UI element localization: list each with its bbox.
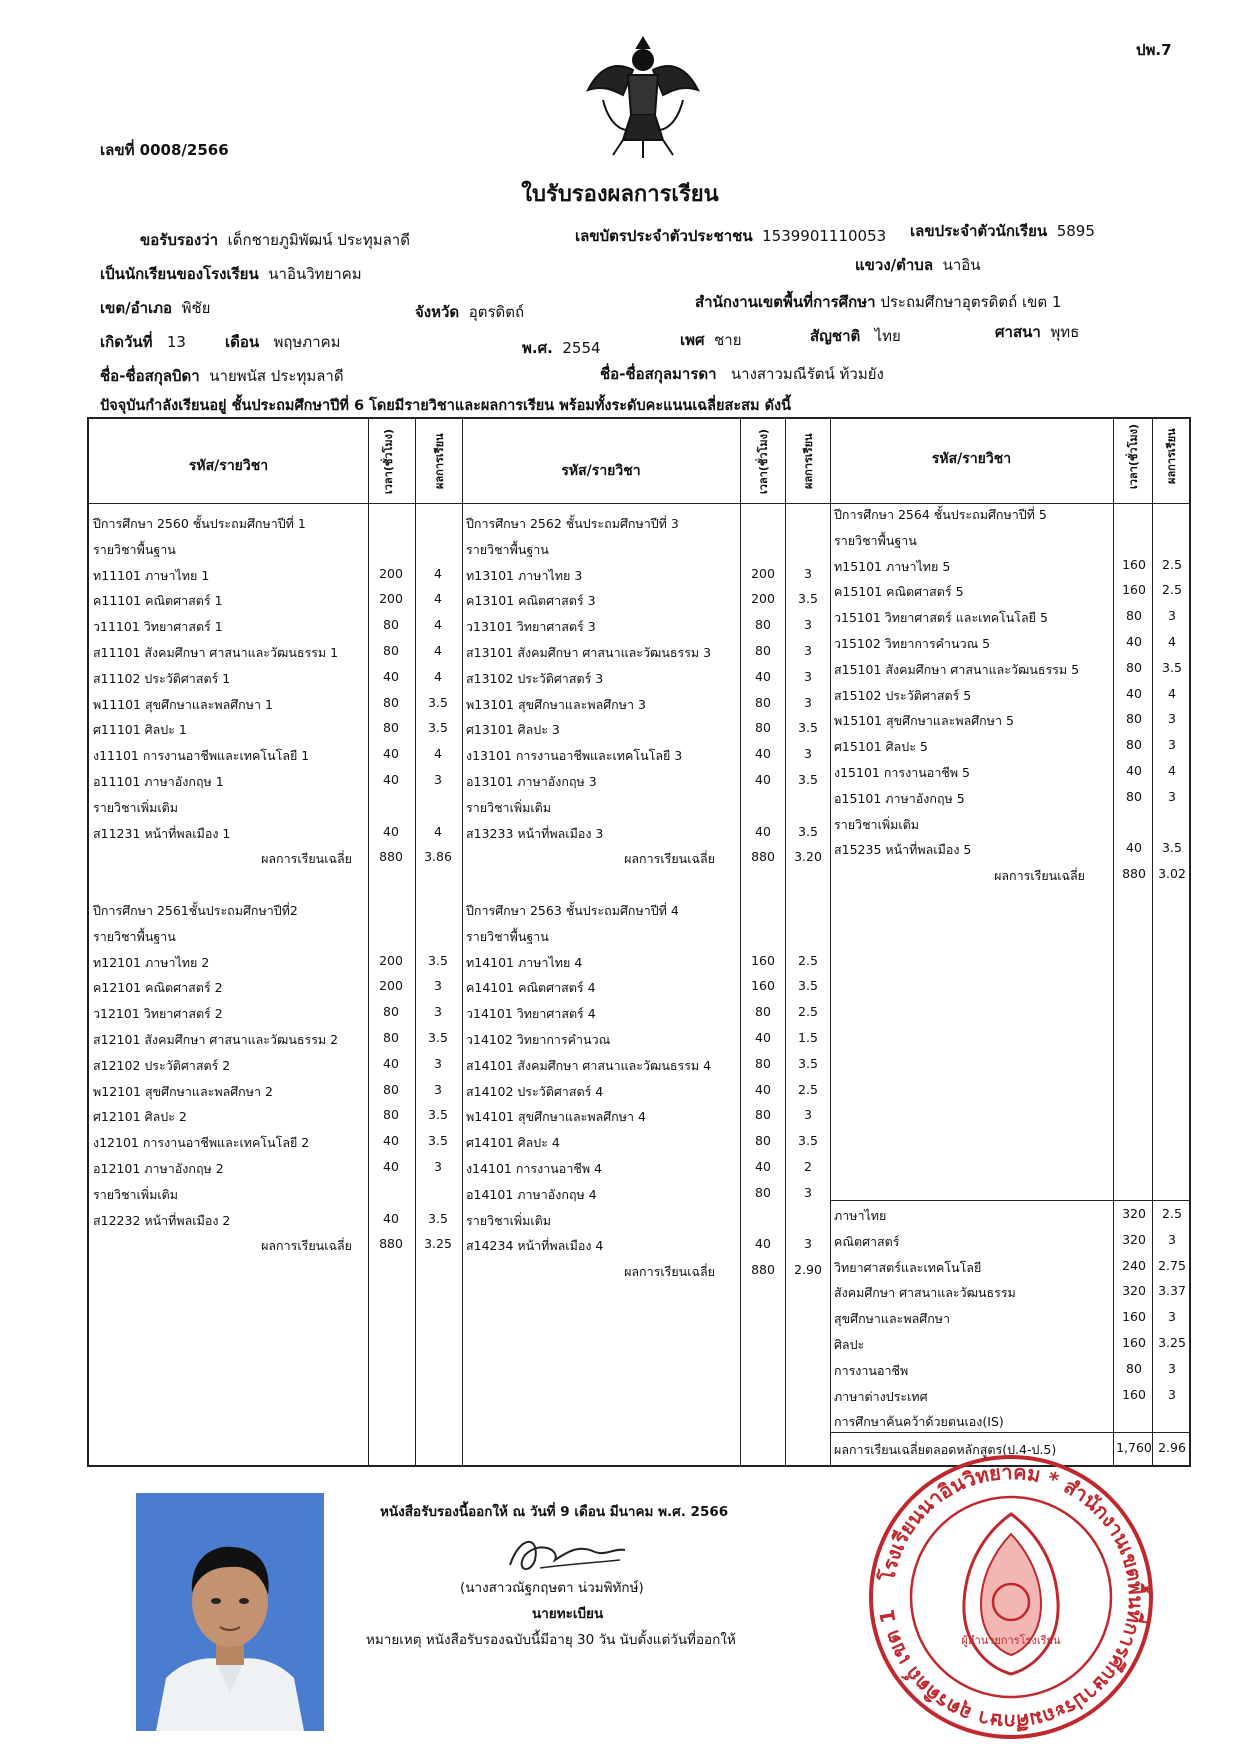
- col1-row-grade: 3: [434, 1055, 442, 1071]
- signature-icon: [500, 1530, 630, 1580]
- col1-row-grade: 3.5: [428, 1210, 448, 1226]
- col2-row-grade: 3.5: [798, 1133, 818, 1149]
- summary-row-grade: 3: [1168, 1309, 1176, 1325]
- student-no-label: เลขประจำตัวนักเรียน: [910, 222, 1048, 240]
- col2-row-subject: พ13101 สุขศึกษาและพลศึกษา 3: [466, 696, 646, 712]
- summary-row-grade: 3.25: [1158, 1335, 1186, 1350]
- summary-row-grade: 3: [1168, 1231, 1176, 1247]
- school-label: เป็นนักเรียนของโรงเรียน: [100, 265, 259, 283]
- col1-row-subject: ท11101 ภาษาไทย 1: [93, 567, 210, 583]
- col2-row-grade: 2.90: [794, 1262, 822, 1278]
- col2-row-subject: อ13101 ภาษาอังกฤษ 3: [466, 774, 597, 789]
- col1-row-grade: 3: [434, 1159, 442, 1174]
- summary-row-hours: 160: [1122, 1309, 1146, 1325]
- col3-row-grade: 4: [1168, 763, 1176, 778]
- col3-row-grade: 3: [1168, 608, 1176, 624]
- col1-hours-header: เวลา(ชั่วโมง): [382, 428, 395, 494]
- svg-text:โรงเรียนนาอินวิทยาคม * สำนักงา: โรงเรียนนาอินวิทยาคม * สำนักงานเขตพื้นที่การศึกษาประถมศึกษา อุตรดิตถ์ เขต 1: [874, 1459, 1149, 1735]
- col2-row-grade: 3.5: [798, 978, 818, 994]
- grades-table: [87, 417, 1191, 1467]
- col1-row-hours: 80: [383, 1030, 399, 1045]
- col2-row-subject: ศ13101 ศิลปะ 3: [466, 722, 560, 738]
- col1-row-hours: 200: [379, 565, 403, 581]
- col1-row-hours: 40: [383, 668, 399, 684]
- header-divider: [87, 503, 1191, 504]
- page-title: ใบรับรองผลการเรียน: [521, 182, 719, 207]
- summary-row-grade: 3: [1168, 1386, 1176, 1402]
- summary-row-subject: ภาษาต่างประเทศ: [834, 1388, 928, 1404]
- summary-row-hours: 80: [1126, 1360, 1142, 1376]
- col2-row-hours: 80: [755, 720, 771, 736]
- col2-row-grade: 3: [804, 694, 812, 710]
- district-label: เขต/อำเภอ: [100, 299, 173, 317]
- col2-row-subject: ง13101 การงานอาชีพและเทคโนโลยี 3: [466, 748, 683, 764]
- col1-row-hours: 880: [379, 1236, 403, 1252]
- col2-row-subject: ส14234 หน้าที่พลเมือง 4: [466, 1238, 604, 1254]
- col1-row-grade: 4: [434, 617, 442, 633]
- col3-row-hours: 80: [1126, 788, 1142, 804]
- col2-row-hours: 80: [755, 617, 771, 633]
- col1-row-grade: 4: [434, 823, 442, 839]
- current-status: ปัจจุบันกำลังเรียนอยู่ ชั้นประถมศึกษาปีที่ 6 โดยมีรายวิชาและผลการเรียน พร้อมทั้งระดับคะแนนเฉลี่ยสะสม ดังนี้: [100, 398, 792, 414]
- district: พิชัย: [181, 299, 211, 317]
- col3-row-grade: 2.5: [1162, 582, 1182, 598]
- col3-hours-header: เวลา(ชั่วโมง): [1127, 423, 1140, 489]
- col2-row-subject: ส13101 สังคมศึกษา ศาสนาและวัฒนธรรม 3: [466, 645, 712, 660]
- col1-row-grade: 3.5: [428, 952, 448, 968]
- col2-row-subject: รายวิชาเพิ่มเติม: [466, 799, 551, 815]
- col2-row-subject: รายวิชาเพิ่มเติม: [466, 1212, 551, 1228]
- col1-row-hours: 40: [383, 1159, 399, 1174]
- col3-row-grade: 3: [1168, 737, 1176, 753]
- col2-row-subject: ค13101 คณิตศาสตร์ 3: [466, 593, 596, 609]
- birth-day-label: เกิดวันที่: [100, 333, 153, 351]
- col2-row-subject: ว14102 วิทยาการคำนวณ: [466, 1032, 611, 1047]
- birth-month-label: เดือน: [225, 333, 260, 351]
- col1-row-grade: 3.5: [428, 1133, 448, 1149]
- col1-row-subject: รายวิชาเพิ่มเติม: [93, 799, 178, 815]
- col2-row-hours: 160: [751, 978, 775, 994]
- certify-label: ขอรับรองว่า: [140, 231, 219, 249]
- col2-row-hours: 200: [751, 591, 775, 607]
- col3-row-grade: 3.5: [1162, 659, 1182, 675]
- summary-row-subject: การศึกษาค้นคว้าด้วยตนเอง(IS): [834, 1414, 1004, 1430]
- col2-row-hours: 80: [755, 1107, 771, 1123]
- col3-row-grade: 3.5: [1162, 840, 1182, 856]
- col3-subject-header: รหัส/รายวิชา: [931, 451, 1012, 467]
- document-number: เลขที่ 0008/2566: [100, 141, 229, 159]
- col1-grade-header: ผลการเรียน: [433, 433, 446, 489]
- birth-month: พฤษภาคม: [273, 333, 341, 351]
- col3-row-grade: 2.5: [1162, 556, 1182, 572]
- col3-row-grade: 4: [1168, 634, 1176, 649]
- school-seal-icon: [866, 1452, 1156, 1742]
- summary-row-hours: 240: [1122, 1257, 1146, 1273]
- col1-row-hours: 80: [383, 720, 399, 736]
- col1-row-subject: ส12232 หน้าที่พลเมือง 2: [93, 1212, 231, 1228]
- col3-row-hours: 160: [1122, 582, 1146, 598]
- summary-row-grade: 2.5: [1162, 1206, 1182, 1221]
- signer-name: (นางสาวณัฐกฤษตา น่วมพิทักษ์): [460, 1580, 644, 1596]
- col1-row-subject: ศ11101 ศิลปะ 1: [93, 722, 187, 738]
- col3-row-hours: 80: [1126, 608, 1142, 624]
- col1-row-hours: 80: [383, 1107, 399, 1123]
- garuda-emblem-icon: [583, 30, 703, 160]
- col1-row-grade: 3: [434, 1004, 442, 1020]
- col2-row-hours: 40: [755, 668, 771, 684]
- summary-row-hours: 320: [1122, 1283, 1146, 1299]
- col1-row-subject: ศ12101 ศิลปะ 2: [93, 1109, 187, 1125]
- col1-row-hours: 40: [383, 1133, 399, 1149]
- col2-row-grade: 3.5: [798, 591, 818, 607]
- subdistrict-label: แขวง/ตำบล: [855, 256, 934, 274]
- col1-row-subject: ส11101 สังคมศึกษา ศาสนาและวัฒนธรรม 1: [93, 645, 339, 660]
- summary-row-subject: การงานอาชีพ: [834, 1362, 909, 1378]
- col2-hours-header: เวลา(ชั่วโมง): [757, 428, 770, 494]
- col1-row-subject: ค12101 คณิตศาสตร์ 2: [93, 980, 223, 996]
- col3-row-grade: 3: [1168, 788, 1176, 804]
- col3-row-subject: ปีการศึกษา 2564 ชั้นประถมศึกษาปีที่ 5: [834, 507, 1047, 522]
- cumulative-hours: 1,760: [1116, 1440, 1152, 1455]
- col1-row-subject: ปีการศึกษา 2560 ชั้นประถมศึกษาปีที่ 1: [93, 516, 306, 531]
- col2-row-subject: ว13101 วิทยาศาสตร์ 3: [466, 619, 596, 635]
- col1-row-subject: ท12101 ภาษาไทย 2: [93, 954, 210, 970]
- table-divider: [462, 417, 463, 1467]
- col3-row-grade: 4: [1168, 685, 1176, 701]
- col2-row-grade: 2.5: [798, 1004, 818, 1020]
- office-label: สำนักงานเขตพื้นที่การศึกษา: [695, 293, 876, 311]
- col2-row-subject: ปีการศึกษา 2563 ชั้นประถมศึกษาปีที่ 4: [466, 903, 679, 918]
- col2-grade-header: ผลการเรียน: [802, 433, 815, 489]
- validity-note: หมายเหตุ หนังสือรับรองฉบับนี้มีอายุ 30 วัน นับตั้งแต่วันที่ออกให้: [366, 1632, 736, 1648]
- col2-row-grade: 3: [804, 746, 812, 762]
- birth-day: 13: [166, 333, 186, 351]
- col1-row-hours: 40: [383, 823, 399, 839]
- col1-average-label: ผลการเรียนเฉลี่ย: [261, 1238, 352, 1254]
- col3-row-subject: ว15101 วิทยาศาสตร์ และเทคโนโลยี 5: [834, 610, 1048, 626]
- col1-average-label: ผลการเรียนเฉลี่ย: [261, 851, 352, 867]
- nationality: ไทย: [874, 327, 901, 345]
- col3-row-subject: ส15102 ประวัติศาสตร์ 5: [834, 687, 972, 703]
- col2-row-subject: พ14101 สุขศึกษาและพลศึกษา 4: [466, 1109, 646, 1125]
- col2-row-grade: 2: [804, 1159, 812, 1174]
- col2-row-grade: 1.5: [798, 1030, 818, 1045]
- col2-row-subject: อ14101 ภาษาอังกฤษ 4: [466, 1186, 597, 1202]
- col1-subject-header: รหัส/รายวิชา: [188, 458, 269, 474]
- religion-label: ศาสนา: [995, 323, 1041, 341]
- summary-row-grade: 3.37: [1158, 1283, 1186, 1299]
- col3-row-hours: 80: [1126, 737, 1142, 753]
- col2-row-subject: ส13102 ประวัติศาสตร์ 3: [466, 670, 604, 686]
- school-name: นาอินวิทยาคม: [268, 265, 362, 283]
- col1-row-grade: 3.86: [424, 849, 452, 865]
- col2-row-subject: ท13101 ภาษาไทย 3: [466, 567, 583, 583]
- summary-row-grade: 3: [1168, 1360, 1176, 1376]
- student-photo: [136, 1493, 324, 1731]
- col3-row-subject: ง15101 การงานอาชีพ 5: [834, 765, 970, 780]
- col3-row-hours: 80: [1126, 711, 1142, 727]
- col2-row-subject: รายวิชาพื้นฐาน: [466, 928, 549, 944]
- col2-subject-header: รหัส/รายวิชา: [561, 463, 641, 479]
- summary-row-hours: 160: [1122, 1386, 1146, 1402]
- summary-row-hours: 320: [1122, 1206, 1146, 1221]
- col2-row-grade: 2.5: [798, 1081, 818, 1097]
- col2-row-hours: 80: [755, 1184, 771, 1200]
- col3-row-hours: 880: [1122, 866, 1146, 882]
- sex-label: เพศ: [680, 331, 705, 349]
- col3-row-subject: ท15101 ภาษาไทย 5: [834, 558, 951, 574]
- province-label: จังหวัด: [415, 303, 460, 321]
- col1-row-subject: ปีการศึกษา 2561ชั้นประถมศึกษาปีที่2: [93, 903, 298, 918]
- col2-row-subject: ท14101 ภาษาไทย 4: [466, 954, 583, 970]
- col2-row-subject: ศ14101 ศิลปะ 4: [466, 1135, 560, 1151]
- col1-row-grade: 4: [434, 746, 442, 762]
- col1-row-subject: ส12102 ประวัติศาสตร์ 2: [93, 1057, 231, 1073]
- col3-row-hours: 40: [1126, 634, 1142, 649]
- col3-row-grade: 3.02: [1158, 866, 1186, 882]
- col2-row-subject: ปีการศึกษา 2562 ชั้นประถมศึกษาปีที่ 3: [466, 516, 679, 531]
- col1-row-hours: 200: [379, 591, 403, 607]
- col1-row-subject: รายวิชาเพิ่มเติม: [93, 1186, 178, 1202]
- summary-row-hours: 320: [1122, 1231, 1146, 1247]
- col1-row-hours: 40: [383, 1055, 399, 1071]
- col2-average-label: ผลการเรียนเฉลี่ย: [624, 1264, 715, 1280]
- col3-average-label: ผลการเรียนเฉลี่ย: [994, 868, 1085, 884]
- col1-row-grade: 4: [434, 565, 442, 581]
- col1-row-hours: 200: [379, 978, 403, 994]
- col1-row-grade: 3.5: [428, 720, 448, 736]
- col1-row-subject: ค11101 คณิตศาสตร์ 1: [93, 593, 223, 609]
- col1-row-subject: ว11101 วิทยาศาสตร์ 1: [93, 619, 223, 635]
- col3-row-subject: อ15101 ภาษาอังกฤษ 5: [834, 790, 965, 806]
- col2-row-subject: ง14101 การงานอาชีพ 4: [466, 1161, 602, 1176]
- col2-row-subject: ส14101 สังคมศึกษา ศาสนาและวัฒนธรรม 4: [466, 1057, 712, 1073]
- nationality-label: สัญชาติ: [810, 327, 861, 345]
- col3-row-hours: 40: [1126, 763, 1142, 778]
- col3-row-hours: 40: [1126, 685, 1142, 701]
- col1-row-hours: 200: [379, 952, 403, 968]
- col2-row-hours: 80: [755, 694, 771, 710]
- religion: พุทธ: [1050, 323, 1080, 341]
- col3-row-hours: 40: [1126, 840, 1142, 856]
- col2-row-subject: รายวิชาพื้นฐาน: [466, 541, 549, 557]
- col1-row-grade: 3.5: [428, 694, 448, 710]
- id-label: เลขบัตรประจำตัวประชาชน: [575, 227, 753, 245]
- summary-row-subject: สังคมศึกษา ศาสนาและวัฒนธรรม: [834, 1285, 1016, 1301]
- col1-row-grade: 3: [434, 1081, 442, 1097]
- col2-row-hours: 200: [751, 565, 775, 581]
- col1-row-hours: 80: [383, 1004, 399, 1020]
- col2-row-subject: ส14102 ประวัติศาสตร์ 4: [466, 1083, 604, 1099]
- col3-row-subject: รายวิชาเพิ่มเติม: [834, 816, 919, 832]
- col2-row-hours: 80: [755, 1055, 771, 1071]
- col1-row-hours: 40: [383, 746, 399, 762]
- summary-row-grade: 2.75: [1158, 1257, 1186, 1273]
- col1-row-grade: 3: [434, 978, 442, 994]
- col3-row-subject: ศ15101 ศิลปะ 5: [834, 739, 928, 755]
- col2-row-grade: 3: [804, 617, 812, 633]
- col2-row-grade: 3.5: [798, 720, 818, 736]
- col3-row-subject: รายวิชาพื้นฐาน: [834, 532, 917, 548]
- col2-row-grade: 3.5: [798, 823, 818, 839]
- mother-label: ชื่อ-ชื่อสกุลมารดา: [600, 365, 717, 383]
- col2-row-hours: 40: [755, 1159, 771, 1174]
- col3-grade-header: ผลการเรียน: [1165, 428, 1178, 484]
- col2-row-grade: 3: [804, 1107, 812, 1123]
- col1-row-subject: ส12101 สังคมศึกษา ศาสนาและวัฒนธรรม 2: [93, 1032, 339, 1047]
- col2-row-hours: 80: [755, 1004, 771, 1020]
- summary-row-hours: 160: [1122, 1335, 1146, 1350]
- col1-row-grade: 4: [434, 668, 442, 684]
- col2-row-grade: 3: [804, 1236, 812, 1252]
- col2-row-hours: 40: [755, 1030, 771, 1045]
- col1-row-grade: 3.5: [428, 1107, 448, 1123]
- col2-row-hours: 40: [755, 746, 771, 762]
- father-label: ชื่อ-ชื่อสกุลบิดา: [100, 367, 200, 385]
- col2-row-subject: ว14101 วิทยาศาสตร์ 4: [466, 1006, 596, 1022]
- col3-row-hours: 160: [1122, 556, 1146, 572]
- summary-row-subject: สุขศึกษาและพลศึกษา: [834, 1311, 951, 1327]
- father-name: นายพนัส ประทุมลาดี: [209, 367, 344, 385]
- col3-row-subject: ค15101 คณิตศาสตร์ 5: [834, 584, 964, 600]
- col2-row-hours: 160: [751, 952, 775, 968]
- id-number: 1539901110053: [762, 227, 887, 245]
- signer-title: นายทะเบียน: [532, 1606, 604, 1622]
- col1-row-subject: รายวิชาพื้นฐาน: [93, 541, 176, 557]
- student-name: เด็กชายภูมิพัฒน์ ประทุมลาดี: [227, 231, 410, 249]
- col1-row-hours: 40: [383, 1210, 399, 1226]
- col1-row-subject: ง12101 การงานอาชีพและเทคโนโลยี 2: [93, 1135, 310, 1151]
- summary-divider: [830, 1200, 1191, 1201]
- col1-row-grade: 4: [434, 643, 442, 658]
- issued-date: หนังสือรับรองนี้ออกให้ ณ วันที่ 9 เดือน มีนาคม พ.ศ. 2566: [380, 1504, 729, 1520]
- col2-row-grade: 3: [804, 668, 812, 684]
- col3-row-grade: 3: [1168, 711, 1176, 727]
- col1-row-grade: 3: [434, 772, 442, 787]
- table-divider: [830, 417, 831, 1467]
- col2-row-hours: 40: [755, 823, 771, 839]
- col2-row-hours: 40: [755, 1236, 771, 1252]
- col1-row-subject: พ11101 สุขศึกษาและพลศึกษา 1: [93, 696, 273, 712]
- col1-row-hours: 80: [383, 1081, 399, 1097]
- col1-row-subject: ส11102 ประวัติศาสตร์ 1: [93, 670, 231, 686]
- col3-row-subject: ส15101 สังคมศึกษา ศาสนาและวัฒนธรรม 5: [834, 661, 1080, 677]
- svg-text:ผู้อำนวยการโรงเรียน: ผู้อำนวยการโรงเรียน: [961, 1634, 1061, 1647]
- form-code: ปพ.7: [1136, 41, 1172, 59]
- col3-row-subject: ส15235 หน้าที่พลเมือง 5: [834, 842, 972, 858]
- col2-row-hours: 40: [755, 772, 771, 787]
- office: ประถมศึกษาอุตรดิตถ์ เขต 1: [880, 293, 1062, 311]
- col1-row-subject: รายวิชาพื้นฐาน: [93, 928, 176, 944]
- col2-row-grade: 3.20: [794, 849, 822, 865]
- col1-row-grade: 3.5: [428, 1030, 448, 1045]
- col2-row-subject: ส13233 หน้าที่พลเมือง 3: [466, 825, 604, 841]
- col2-row-hours: 80: [755, 1133, 771, 1149]
- cumulative-label: ผลการเรียนเฉลี่ยตลอดหลักสูตร(ป.4-ป.5): [834, 1442, 1057, 1457]
- col1-row-hours: 80: [383, 617, 399, 633]
- birth-year-label: พ.ศ.: [522, 339, 553, 357]
- col1-row-hours: 40: [383, 772, 399, 787]
- col3-row-subject: ว15102 วิทยาการคำนวณ 5: [834, 636, 991, 651]
- col1-row-subject: อ11101 ภาษาอังกฤษ 1: [93, 774, 224, 789]
- summary-row-subject: ศิลปะ: [834, 1337, 865, 1352]
- col1-row-subject: ว12101 วิทยาศาสตร์ 2: [93, 1006, 223, 1022]
- col2-row-grade: 3: [804, 565, 812, 581]
- col3-row-hours: 80: [1126, 659, 1142, 675]
- col2-row-grade: 2.5: [798, 952, 818, 968]
- col2-row-grade: 3: [804, 1184, 812, 1200]
- summary-row-subject: ภาษาไทย: [834, 1208, 887, 1223]
- cumulative-grade: 2.96: [1158, 1440, 1186, 1455]
- student-no: 5895: [1056, 222, 1095, 240]
- col2-average-label: ผลการเรียนเฉลี่ย: [624, 851, 715, 867]
- col2-row-grade: 3.5: [798, 772, 818, 787]
- col1-row-hours: 80: [383, 694, 399, 710]
- sex: ชาย: [714, 331, 742, 349]
- col2-row-hours: 880: [751, 849, 775, 865]
- province: อุตรดิตถ์: [468, 303, 525, 321]
- col1-row-grade: 4: [434, 591, 442, 607]
- col1-row-subject: ส11231 หน้าที่พลเมือง 1: [93, 825, 231, 841]
- summary-row-subject: วิทยาศาสตร์และเทคโนโลยี: [834, 1259, 982, 1275]
- birth-year: 2554: [562, 339, 601, 357]
- col1-row-subject: อ12101 ภาษาอังกฤษ 2: [93, 1161, 224, 1176]
- summary-row-subject: คณิตศาสตร์: [834, 1233, 900, 1249]
- mother-name: นางสาวมณีรัตน์ ท้วมยัง: [730, 365, 884, 383]
- col2-row-hours: 80: [755, 643, 771, 658]
- col2-row-hours: 880: [751, 1262, 775, 1278]
- col1-row-subject: ง11101 การงานอาชีพและเทคโนโลยี 1: [93, 748, 310, 764]
- col2-row-hours: 40: [755, 1081, 771, 1097]
- col1-row-grade: 3.25: [424, 1236, 452, 1252]
- student-portrait-icon: [136, 1493, 324, 1731]
- col3-row-subject: พ15101 สุขศึกษาและพลศึกษา 5: [834, 713, 1014, 729]
- col1-row-hours: 880: [379, 849, 403, 865]
- col2-row-grade: 3: [804, 643, 812, 658]
- subdistrict: นาอิน: [942, 256, 981, 274]
- col1-row-subject: พ12101 สุขศึกษาและพลศึกษา 2: [93, 1083, 273, 1099]
- col2-row-subject: ค14101 คณิตศาสตร์ 4: [466, 980, 596, 996]
- col1-row-hours: 80: [383, 643, 399, 658]
- col2-row-grade: 3.5: [798, 1055, 818, 1071]
